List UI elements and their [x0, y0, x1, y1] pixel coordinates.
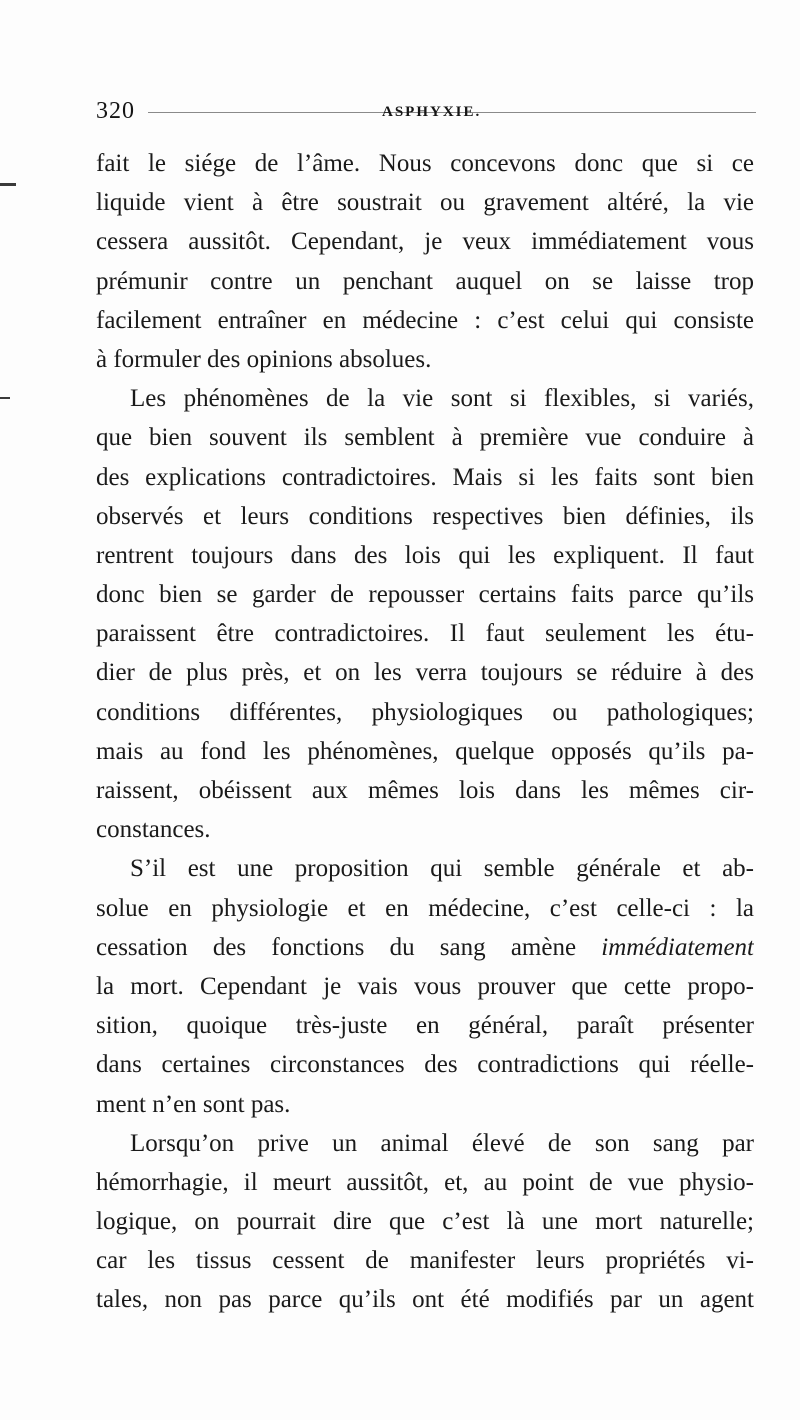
text-line: que bien souvent ils semblent à première vue conduire à — [96, 424, 754, 452]
text-line: la mort. Cependant je vais vous prouver que cette propo- — [96, 972, 754, 1000]
text-line: logique, on pourrait dire que c’est là une mort naturelle; — [96, 1208, 754, 1236]
text-line: mais au fond les phénomènes, quelque opposés qu’ils pa- — [96, 737, 754, 765]
text-line: tales, non pas parce qu’ils ont été modifiés par un agent — [96, 1286, 754, 1314]
text-line: facilement entraîner en médecine : c’est celui qui consiste — [96, 306, 754, 334]
chapter-title: ASPHYXIE. — [382, 104, 482, 120]
text-line: constances. — [96, 816, 211, 844]
text-line: prémunir contre un penchant auquel on se laisse trop — [96, 267, 754, 295]
paragraph-first-line: S’il est une proposition qui semble générale et ab- — [130, 855, 754, 883]
page-number: 320 — [96, 98, 135, 124]
text-line: sition, quoique très-juste en général, paraît présenter — [96, 1012, 754, 1040]
paragraph-first-line: Les phénomènes de la vie sont si flexibles, si variés, — [130, 385, 754, 413]
body-text — [96, 144, 754, 1320]
text-line: hémorrhagie, il meurt aussitôt, et, au point de vue physio- — [96, 1168, 754, 1196]
text-line: cessera aussitôt. Cependant, je veux immédiatement vous — [96, 228, 754, 256]
text-line: fait le siége de l’âme. Nous concevons donc que si ce — [96, 150, 754, 177]
scan-edge-mark — [0, 397, 10, 399]
text-line: des explications contradictoires. Mais si les faits sont bien — [96, 463, 754, 491]
scan-edge-mark — [0, 183, 16, 186]
text-line: raissent, obéissent aux mêmes lois dans les mêmes cir- — [96, 777, 754, 804]
text-line: car les tissus cessent de manifester leurs propriétés vi- — [96, 1247, 754, 1275]
italic-emphasis: immédiatement — [601, 933, 754, 961]
text-line: liquide vient à être soustrait ou gravement altéré, la vie — [96, 189, 754, 217]
text-line: solue en physiologie et en médecine, c’est celle-ci : la — [96, 894, 754, 922]
text-line: dans certaines circonstances des contradictions qui réelle- — [96, 1051, 754, 1079]
text-line — [96, 928, 754, 967]
text-line: paraissent être contradictoires. Il faut seulement les étu- — [96, 620, 754, 648]
text-segment: cessation des fonctions du sang amène — [96, 933, 577, 961]
text-line: ment n’en sont pas. — [96, 1090, 291, 1118]
text-line: conditions différentes, physiologiques ou pathologiques; — [96, 698, 754, 726]
text-line: rentrent toujours dans des lois qui les expliquent. Il faut — [96, 541, 754, 569]
text-line: dier de plus près, et on les verra toujours se réduire à des — [96, 659, 754, 687]
paragraph-first-line: Lorsqu’on prive un animal élevé de son sang par — [130, 1129, 754, 1157]
running-head — [96, 96, 756, 126]
text-line: observés et leurs conditions respectives bien définies, ils — [96, 502, 754, 530]
text-line: à formuler des opinions absolues. — [96, 345, 432, 373]
text-line: donc bien se garder de repousser certains faits parce qu’ils — [96, 581, 754, 609]
